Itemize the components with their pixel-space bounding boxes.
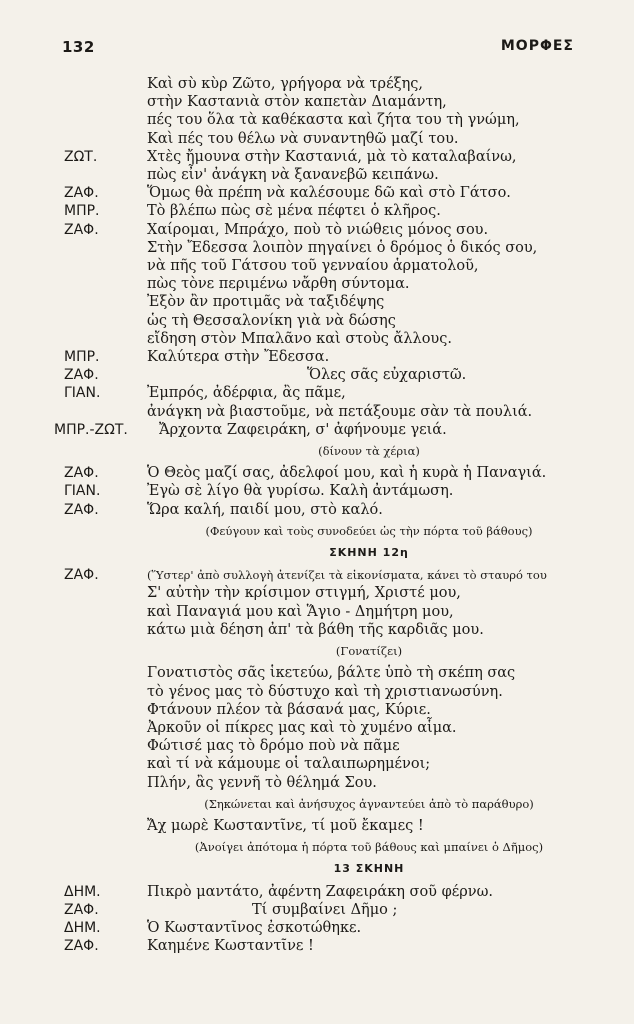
- verse-line: Γονατιστὸς σᾶς ἱκετεύω, βάλτε ὑπὸ τὴ σκέπη σας: [147, 665, 516, 682]
- verse-line: Ἀρκοῦν οἱ πίκρες μας καὶ τὸ χυμένο αἷμα.: [147, 719, 457, 736]
- speaker-label: ΔΗΜ.: [64, 883, 101, 900]
- verse-line: εἴδηση στὸν Μπαλᾶνο καὶ στοὺς ἄλλους.: [147, 330, 452, 347]
- verse-line: κάτω μιὰ δέηση ἀπ' τὰ βάθη τῆς καρδιᾶς μου.: [147, 621, 484, 638]
- verse-line: Ὅλες σᾶς εὐχαριστῶ.: [307, 367, 467, 384]
- play-text: [54, 75, 604, 955]
- speaker-label: ΖΑΦ.: [64, 901, 99, 918]
- speaker-label: ΖΑΦ.: [64, 938, 99, 955]
- dialogue-line: [64, 664, 604, 682]
- speaker-label: ΖΑΦ.: [64, 185, 99, 202]
- dialogue-line: [64, 901, 604, 919]
- verse-line: Καημένε Κωσταντῖνε !: [147, 938, 314, 955]
- speaker-label: ΖΑΦ.: [64, 367, 99, 384]
- verse-line: Τὸ βλέπω πὼς σὲ μένα πέφτει ὁ κλῆρος.: [147, 203, 441, 220]
- dialogue-line: [64, 755, 604, 773]
- dialogue-line: [64, 883, 604, 901]
- verse-line: τὸ γένος μας τὸ δύστυχο καὶ τὴ χριστιανωσύνη.: [147, 683, 503, 700]
- verse-line: Φτάνουν πλέον τὰ βάσανά μας, Κύριε.: [147, 701, 431, 718]
- running-title: ΜΟΡΦΕΣ: [500, 38, 574, 54]
- dialogue-line: [64, 257, 604, 275]
- dialogue-line: [64, 275, 604, 293]
- dialogue-line: [64, 184, 604, 202]
- stage-direction: (Φεύγουν καὶ τοὺς συνοδεύει ὡς τὴν πόρτα τοῦ βάθους): [205, 523, 533, 538]
- stage-direction: (Ἀνοίγει ἀπότομα ἡ πόρτα τοῦ βάθους καὶ μπαίνει ὁ Δῆμος): [194, 840, 544, 855]
- dialogue-line: [64, 166, 604, 184]
- speaker-label: ΖΑΦ.: [64, 221, 99, 238]
- verse-line: Ἄρχοντα Ζαφειράκη, σ' ἀφήνουμε γειά.: [159, 421, 447, 438]
- verse-line: ὡς τὴ Θεσσαλονίκη γιὰ νὰ δώσης: [147, 312, 396, 329]
- verse-line: ἀνάγκη νὰ βιαστοῦμε, νὰ πετάξουμε σὰν τὰ πουλιά.: [147, 403, 533, 420]
- dialogue-line: [64, 239, 604, 257]
- verse-line: Τί συμβαίνει Δῆμο ;: [252, 901, 398, 918]
- dialogue-line: [64, 148, 604, 166]
- dialogue-line: [64, 501, 604, 519]
- dialogue-line: [64, 701, 604, 719]
- speaker-label: ΜΠΡ.: [64, 203, 100, 220]
- speaker-label: ΜΠΡ.: [64, 349, 100, 366]
- dialogue-line: [64, 683, 604, 701]
- dialogue-line: [64, 584, 604, 602]
- verse-line: Πικρὸ μαντάτο, ἀφέντη Ζαφειράκη σοῦ φέρνω.: [147, 883, 494, 900]
- verse-line: Ἐξὸν ἂν προτιμᾶς νὰ ταξιδέψης: [147, 294, 385, 311]
- dialogue-line: [64, 403, 604, 421]
- stage-direction: (Σηκώνεται καὶ ἀνήσυχος ἀγναντεύει ἀπὸ τὸ παράθυρο): [204, 796, 534, 811]
- dialogue-line: [64, 130, 604, 148]
- dialogue-line: [54, 421, 604, 439]
- verse-line: Στὴν Ἔδεσσα λοιπὸν πηγαίνει ὁ δρόμος ὁ δικός σου,: [147, 239, 538, 256]
- dialogue-line: [64, 774, 604, 792]
- verse-line: Ἐμπρός, ἀδέρφια, ἂς πᾶμε,: [147, 385, 346, 402]
- verse-line: Ἄχ μωρὲ Κωσταντῖνε, τί μοῦ ἔκαμες !: [147, 817, 424, 834]
- verse-line: πές του ὅλα τὰ καθέκαστα καὶ ζήτα του τὴ γνώμη,: [147, 112, 520, 129]
- dialogue-line: [64, 817, 604, 835]
- dialogue-line: [64, 482, 604, 500]
- speaker-label: ΖΑΦ.: [64, 501, 99, 518]
- speaker-label: ΓΙΑΝ.: [64, 483, 101, 500]
- verse-line: Ὁ Κωσταντῖνος ἐσκοτώθηκε.: [147, 919, 362, 936]
- verse-line: Σ' αὐτὴν τὴν κρίσιμον στιγμή, Χριστέ μου,: [147, 585, 461, 602]
- dialogue-line: [64, 384, 604, 402]
- dialogue-line: [64, 937, 604, 955]
- verse-line: Πλήν, ἂς γεννῆ τὸ θέλημά Σου.: [147, 774, 377, 791]
- dialogue-line: [64, 330, 604, 348]
- speaker-label: ΖΑΦ.: [64, 465, 99, 482]
- verse-line: καὶ τί νὰ κάμουμε οἱ ταλαιπωρημένοι;: [147, 756, 431, 773]
- verse-line: Καὶ σὺ κὺρ Ζῶτο, γρήγορα νὰ τρέξης,: [147, 76, 423, 92]
- verse-line: Ὅμως θὰ πρέπη νὰ καλέσουμε δῶ καὶ στὸ Γάτσο.: [147, 185, 511, 202]
- page-number: 132: [62, 38, 95, 56]
- verse-line: Χαίρομαι, Μπράχο, ποὺ τὸ νιώθεις μόνος σου.: [147, 221, 489, 238]
- dialogue-line: [64, 111, 604, 129]
- scene-heading: 13 ΣΚΗΝΗ: [333, 862, 405, 876]
- dialogue-line: [64, 719, 604, 737]
- verse-line: νὰ πῆς τοῦ Γάτσου τοῦ γενναίου ἁρματολοῦ,: [147, 258, 479, 275]
- verse-line: πὼς τὸνε περιμένω νἄρθη σύντομα.: [147, 276, 410, 293]
- stage-direction: (δίνουν τὰ χέρια): [318, 444, 420, 459]
- dialogue-line: [64, 919, 604, 937]
- verse-line: καὶ Παναγιά μου καὶ Ἅγιο - Δημήτρη μου,: [147, 603, 454, 620]
- stage-direction: (Ὕστερ' ἀπὸ συλλογὴ ἀτενίζει τὰ εἰκονίσματα, κάνει τὸ σταυρό του: [147, 568, 547, 583]
- scene-heading: ΣΚΗΝΗ 12η: [329, 546, 409, 560]
- dialogue-line: [64, 348, 604, 366]
- verse-line: Χτὲς ἤμουνα στὴν Καστανιά, μὰ τὸ καταλαβαίνω,: [147, 148, 517, 165]
- verse-line: Καλύτερα στὴν Ἔδεσσα.: [147, 349, 330, 366]
- dialogue-line: [64, 75, 604, 93]
- dialogue-line: [64, 603, 604, 621]
- dialogue-line: [64, 366, 604, 384]
- dialogue-line: [64, 621, 604, 639]
- dialogue-line: [64, 566, 604, 584]
- verse-line: πὼς εἶν' ἀνάγκη νὰ ξανανεβῶ κειπάνω.: [147, 167, 439, 184]
- dialogue-line: [64, 93, 604, 111]
- dialogue-line: [64, 464, 604, 482]
- verse-line: Ὥρα καλή, παιδί μου, στὸ καλό.: [147, 501, 383, 518]
- speaker-label: ΜΠΡ.-ΖΩΤ.: [54, 421, 128, 438]
- dialogue-line: [64, 293, 604, 311]
- speaker-label: ΔΗΜ.: [64, 919, 101, 936]
- verse-line: Φώτισέ μας τὸ δρόμο ποὺ νὰ πᾶμε: [147, 738, 400, 755]
- dialogue-line: [64, 312, 604, 330]
- speaker-label: ΖΑΦ.: [64, 567, 99, 584]
- dialogue-line: [64, 737, 604, 755]
- verse-line: στὴν Καστανιὰ στὸν καπετὰν Διαμάντη,: [147, 94, 447, 111]
- verse-line: Ἐγὼ σὲ λίγο θὰ γυρίσω. Καλὴ ἀντάμωση.: [147, 483, 454, 500]
- dialogue-line: [64, 202, 604, 220]
- verse-line: Ὁ Θεὸς μαζί σας, ἀδελφοί μου, καὶ ἡ κυρὰ ἡ Παναγιά.: [147, 465, 547, 482]
- stage-direction: (Γονατίζει): [335, 644, 403, 659]
- dialogue-line: [64, 221, 604, 239]
- speaker-label: ΓΙΑΝ.: [64, 385, 101, 402]
- speaker-label: ΖΩΤ.: [64, 148, 98, 165]
- verse-line: Καὶ πές του θέλω νὰ συναντηθῶ μαζί του.: [147, 130, 459, 147]
